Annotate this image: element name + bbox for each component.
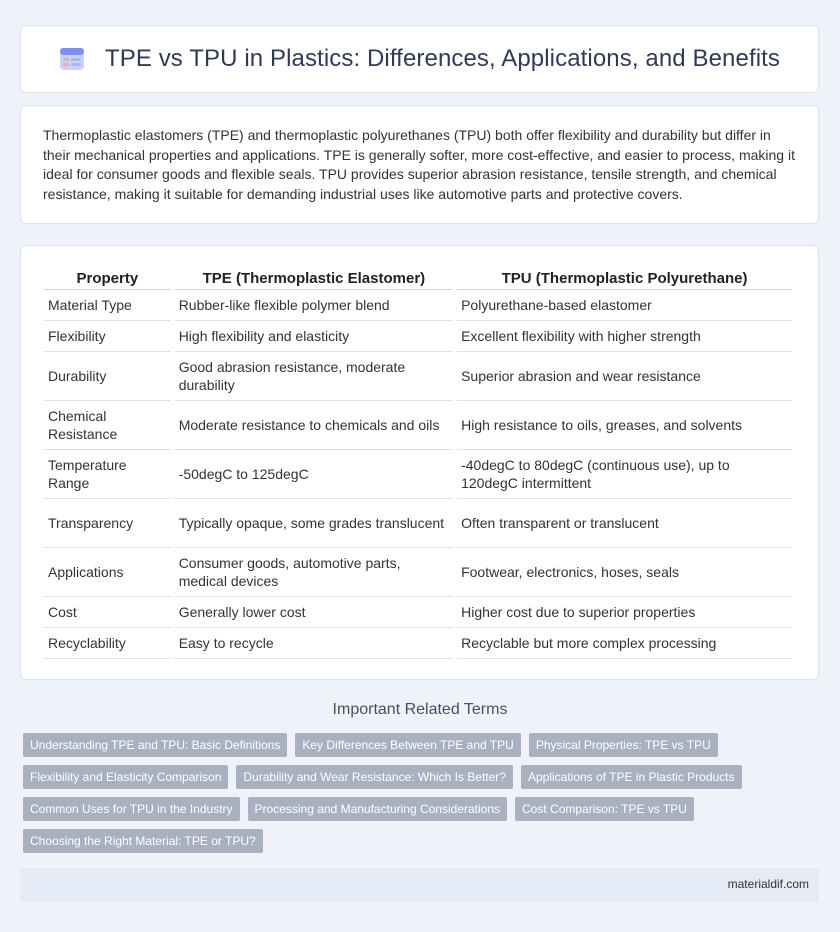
related-terms-tags	[23, 733, 813, 853]
tpu-cell: Polyurethane-based elastomer	[457, 290, 792, 321]
comparison-table	[40, 266, 796, 659]
related-terms-title: Important Related Terms	[332, 701, 508, 718]
tpe-cell: Consumer goods, automotive parts, medical devices	[175, 548, 453, 597]
table-row	[44, 352, 792, 401]
tpu-cell: High resistance to oils, greases, and solvents	[457, 401, 792, 450]
table-header-row	[44, 266, 792, 290]
table-row	[44, 401, 792, 450]
intro-card	[20, 105, 819, 224]
related-tag[interactable]: Physical Properties: TPE vs TPU	[529, 733, 718, 757]
header-card	[20, 25, 819, 93]
related-tag[interactable]: Durability and Wear Resistance: Which Is Better?	[236, 765, 513, 789]
tpu-cell: Higher cost due to superior properties	[457, 597, 792, 628]
tpe-cell: Moderate resistance to chemicals and oils	[175, 401, 453, 450]
property-cell: Chemical Resistance	[44, 401, 171, 450]
related-tag[interactable]: Understanding TPE and TPU: Basic Definitions	[23, 733, 287, 757]
property-cell: Temperature Range	[44, 450, 171, 499]
table-icon	[59, 46, 85, 72]
related-tag[interactable]: Common Uses for TPU in the Industry	[23, 797, 240, 821]
table-row	[44, 290, 792, 321]
table-row	[44, 597, 792, 628]
related-tag[interactable]: Processing and Manufacturing Considerations	[248, 797, 507, 821]
tpu-cell: Often transparent or translucent	[457, 499, 792, 548]
property-cell: Transparency	[44, 499, 171, 548]
comparison-table-card	[20, 245, 819, 680]
tpu-cell: -40degC to 80degC (continuous use), up to 120degC intermittent	[457, 450, 792, 499]
header-tpe: TPE (Thermoplastic Elastomer)	[175, 266, 453, 290]
tpu-cell: Footwear, electronics, hoses, seals	[457, 548, 792, 597]
table-row	[44, 499, 792, 548]
property-cell: Applications	[44, 548, 171, 597]
tpe-cell: Typically opaque, some grades translucent	[175, 499, 453, 548]
related-tag[interactable]: Flexibility and Elasticity Comparison	[23, 765, 228, 789]
tpe-cell: Generally lower cost	[175, 597, 453, 628]
property-cell: Flexibility	[44, 321, 171, 352]
table-row	[44, 628, 792, 659]
header-tpu: TPU (Thermoplastic Polyurethane)	[457, 266, 792, 290]
intro-paragraph: Thermoplastic elastomers (TPE) and thermoplastic polyurethanes (TPU) both offer flexibility and durability but differ in their mechanical properties and applications. TPE is generally softer, more cost-effective, and easier to process, making it ideal for consumer goods and flexible seals. TPU provides superior abrasion resistance, tensile strength, and chemical resistance, making it suitable for demanding industrial uses like automotive parts and protective covers.	[43, 127, 795, 202]
related-tag[interactable]: Key Differences Between TPE and TPU	[295, 733, 520, 757]
header-property: Property	[44, 266, 171, 290]
tpu-cell: Superior abrasion and wear resistance	[457, 352, 792, 401]
tpe-cell: Easy to recycle	[175, 628, 453, 659]
property-cell: Cost	[44, 597, 171, 628]
tpe-cell: Good abrasion resistance, moderate durability	[175, 352, 453, 401]
related-tag[interactable]: Applications of TPE in Plastic Products	[521, 765, 742, 789]
tpe-cell: -50degC to 125degC	[175, 450, 453, 499]
property-cell: Durability	[44, 352, 171, 401]
table-row	[44, 450, 792, 499]
property-cell: Material Type	[44, 290, 171, 321]
table-row	[44, 548, 792, 597]
page-title: TPE vs TPU in Plastics: Differences, Applications, and Benefits	[104, 45, 781, 72]
related-tag[interactable]: Choosing the Right Material: TPE or TPU?	[23, 829, 263, 853]
tpe-cell: High flexibility and elasticity	[175, 321, 453, 352]
property-cell: Recyclability	[44, 628, 171, 659]
footer-site-name[interactable]: materialdif.com	[727, 877, 809, 891]
footer	[20, 868, 819, 902]
tpe-cell: Rubber-like flexible polymer blend	[175, 290, 453, 321]
related-tag[interactable]: Cost Comparison: TPE vs TPU	[515, 797, 694, 821]
tpu-cell: Recyclable but more complex processing	[457, 628, 792, 659]
tpu-cell: Excellent flexibility with higher strength	[457, 321, 792, 352]
table-row	[44, 321, 792, 352]
